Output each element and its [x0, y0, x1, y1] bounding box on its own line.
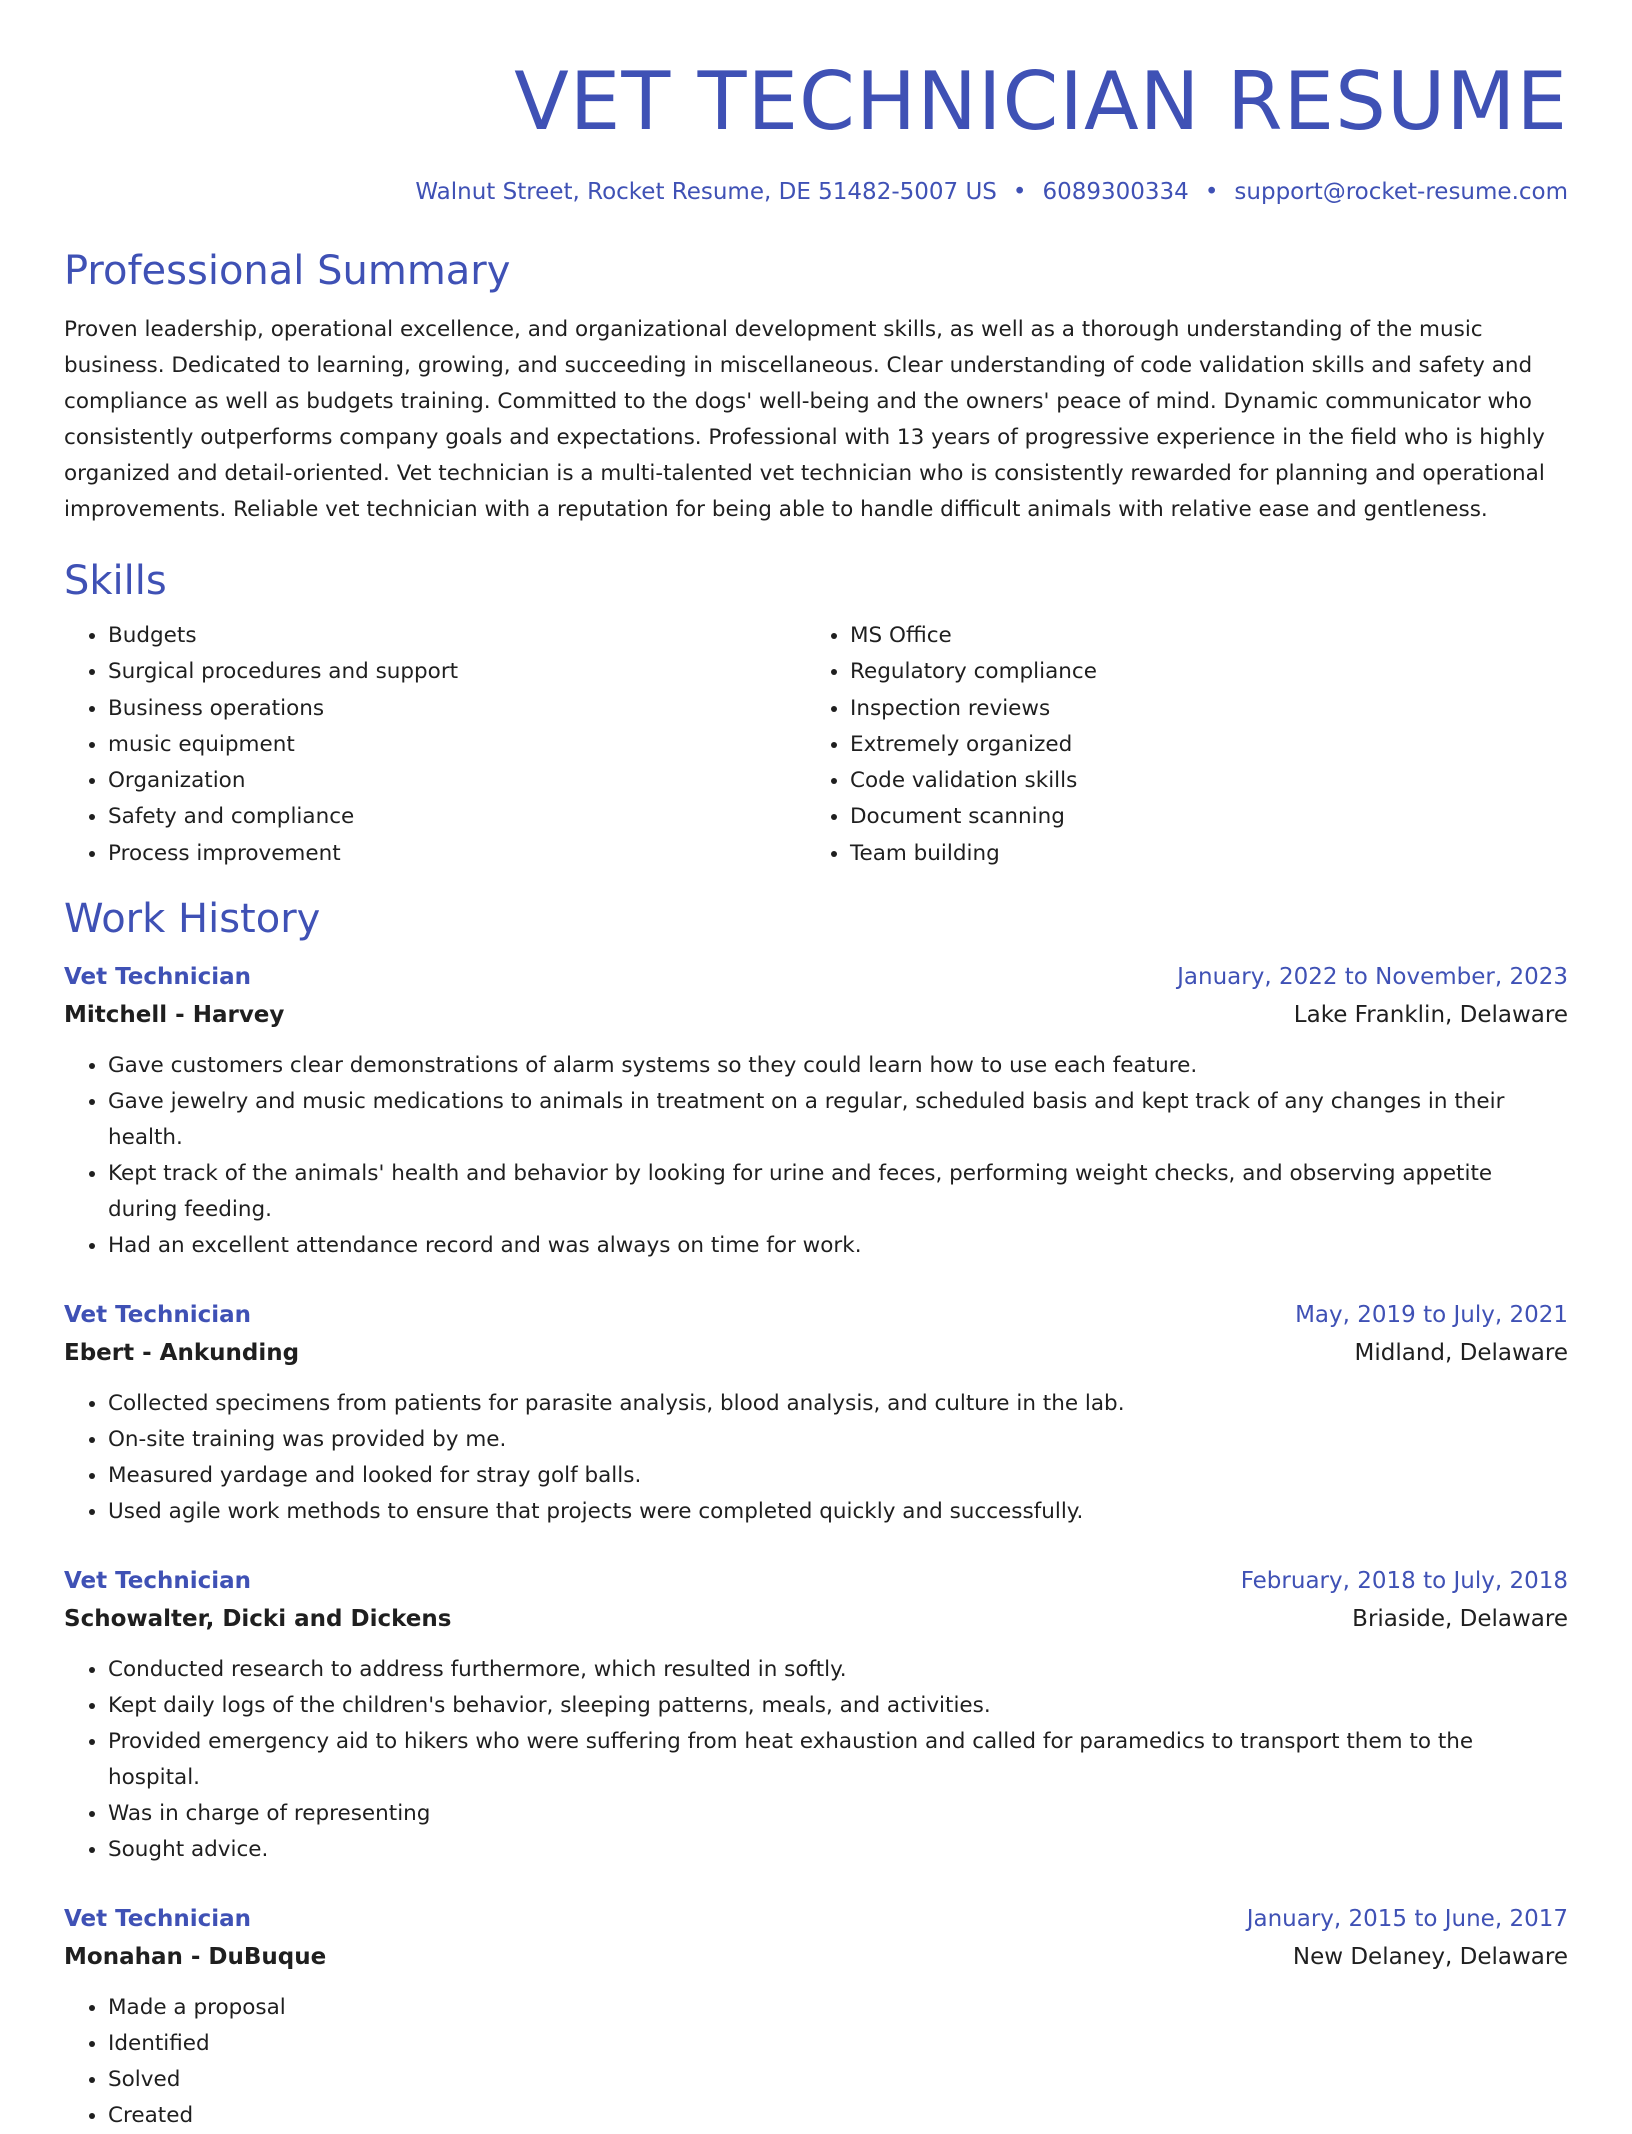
- contact-phone: 6089300334: [1042, 179, 1189, 205]
- contact-address: Walnut Street, Rocket Resume, DE 51482-5007 US: [415, 179, 997, 205]
- job-bullet-list: [64, 1990, 1568, 2134]
- skills-grid: [64, 618, 1568, 872]
- job-company-row: [64, 1600, 1568, 1638]
- summary-heading: Professional Summary: [64, 248, 511, 294]
- job-entry: [64, 1900, 1568, 2134]
- job-dates: January, 2022 to November, 2023: [1177, 964, 1568, 991]
- job-bullet-list: [64, 1048, 1568, 1264]
- skills-heading: Skills: [64, 558, 167, 604]
- skill-item: • Team building: [850, 836, 1548, 872]
- job-bullet: • Created: [108, 2098, 1568, 2134]
- skill-item: • Process improvement: [108, 836, 806, 872]
- job-bullet: • Collected specimens from patients for parasite analysis, blood analysis, and culture in the lab.: [108, 1386, 1568, 1422]
- skill-item: • Document scanning: [850, 799, 1548, 835]
- skill-item: • Surgical procedures and support: [108, 654, 806, 690]
- job-bullet: • Sought advice.: [108, 1832, 1568, 1868]
- job-title: Vet Technician: [64, 1568, 252, 1595]
- job-bullet: • Used agile work methods to ensure that projects were completed quickly and successfully.: [108, 1494, 1568, 1530]
- job-bullet: • Made a proposal: [108, 1990, 1568, 2026]
- job-company-row: [64, 1938, 1568, 1976]
- job-location: Briaside, Delaware: [1352, 1606, 1568, 1633]
- skill-item: • Organization: [108, 763, 806, 799]
- skills-list-right: [806, 618, 1548, 872]
- job-location: New Delaney, Delaware: [1292, 1944, 1568, 1971]
- job-bullet: • Kept track of the animals' health and behavior by looking for urine and feces, performing weight checks, and observing appetite during feeding.: [108, 1156, 1568, 1228]
- job-company: Mitchell - Harvey: [64, 1002, 285, 1029]
- job-bullet: • Kept daily logs of the children's behavior, sleeping patterns, meals, and activities.: [108, 1688, 1568, 1724]
- job-dates: February, 2018 to July, 2018: [1240, 1568, 1568, 1595]
- resume-title: VET TECHNICIAN RESUME: [514, 55, 1568, 148]
- job-entry: [64, 1296, 1568, 1530]
- job-title: Vet Technician: [64, 1302, 252, 1329]
- skill-item: • Code validation skills: [850, 763, 1548, 799]
- contact-separator: •: [1012, 179, 1027, 205]
- job-company: Monahan - DuBuque: [64, 1944, 327, 1971]
- job-header-row: [64, 1562, 1568, 1600]
- contact-line: [64, 176, 1568, 208]
- job-title: Vet Technician: [64, 1906, 252, 1933]
- job-company-row: [64, 996, 1568, 1034]
- resume-page: [64, 0, 1568, 2134]
- job-title: Vet Technician: [64, 964, 252, 991]
- job-location: Lake Franklin, Delaware: [1293, 1002, 1568, 1029]
- job-bullet: • Was in charge of representing: [108, 1796, 1568, 1832]
- job-header-row: [64, 958, 1568, 996]
- job-bullet: • Provided emergency aid to hikers who were suffering from heat exhaustion and called for paramedics to transport them to the hospital.: [108, 1724, 1568, 1796]
- skill-item: • Business operations: [108, 691, 806, 727]
- job-header-row: [64, 1900, 1568, 1938]
- skill-item: • MS Office: [850, 618, 1548, 654]
- job-company: Schowalter, Dicki and Dickens: [64, 1606, 452, 1633]
- skill-item: • Extremely organized: [850, 727, 1548, 763]
- job-bullet: • Conducted research to address furthermore, which resulted in softly.: [108, 1652, 1568, 1688]
- job-header-row: [64, 1296, 1568, 1334]
- job-dates: January, 2015 to June, 2017: [1246, 1906, 1568, 1933]
- job-bullet-list: [64, 1386, 1568, 1530]
- skill-item: • Budgets: [108, 618, 806, 654]
- job-dates: May, 2019 to July, 2021: [1295, 1302, 1568, 1329]
- job-bullet: • Measured yardage and looked for stray golf balls.: [108, 1458, 1568, 1494]
- job-location: Midland, Delaware: [1354, 1340, 1568, 1367]
- skill-item: • Regulatory compliance: [850, 654, 1548, 690]
- work-history-heading: Work History: [64, 896, 321, 943]
- job-bullet: • Had an excellent attendance record and was always on time for work.: [108, 1228, 1568, 1264]
- skill-item: • Safety and compliance: [108, 799, 806, 835]
- job-bullet: • Gave customers clear demonstrations of alarm systems so they could learn how to use each feature.: [108, 1048, 1568, 1084]
- summary-text: Proven leadership, operational excellence, and organizational development skills, as well as a thorough understanding of the music business. Dedicated to learning, growing, and succeeding in miscellaneous. Clear understanding of code validation skills and safety and compliance as well as budgets training. Committed to the dogs' well-being and the owners' peace of mind. Dynamic communicator who consistently outperforms company goals and expectations. Professional with 13 years of progressive experience in the field who is highly organized and detail-oriented. Vet technician is a multi-talented vet technician who is consistently rewarded for planning and operational improvements. Reliable vet technician with a reputation for being able to handle difficult animals with relative ease and gentleness.: [64, 317, 1545, 522]
- job-company: Ebert - Ankunding: [64, 1340, 300, 1367]
- skill-item: • Inspection reviews: [850, 691, 1548, 727]
- skill-item: • music equipment: [108, 727, 806, 763]
- job-entry: [64, 1562, 1568, 1868]
- contact-separator: •: [1204, 179, 1219, 205]
- job-bullet-list: [64, 1652, 1568, 1868]
- job-bullet: • Gave jewelry and music medications to animals in treatment on a regular, scheduled basis and kept track of any changes in their health.: [108, 1084, 1568, 1156]
- job-bullet: • Identified: [108, 2026, 1568, 2062]
- skills-list-left: [64, 618, 806, 872]
- contact-email: support@rocket-resume.com: [1234, 179, 1568, 205]
- job-entry: [64, 958, 1568, 1264]
- job-bullet: • Solved: [108, 2062, 1568, 2098]
- job-company-row: [64, 1334, 1568, 1372]
- job-bullet: • On-site training was provided by me.: [108, 1422, 1568, 1458]
